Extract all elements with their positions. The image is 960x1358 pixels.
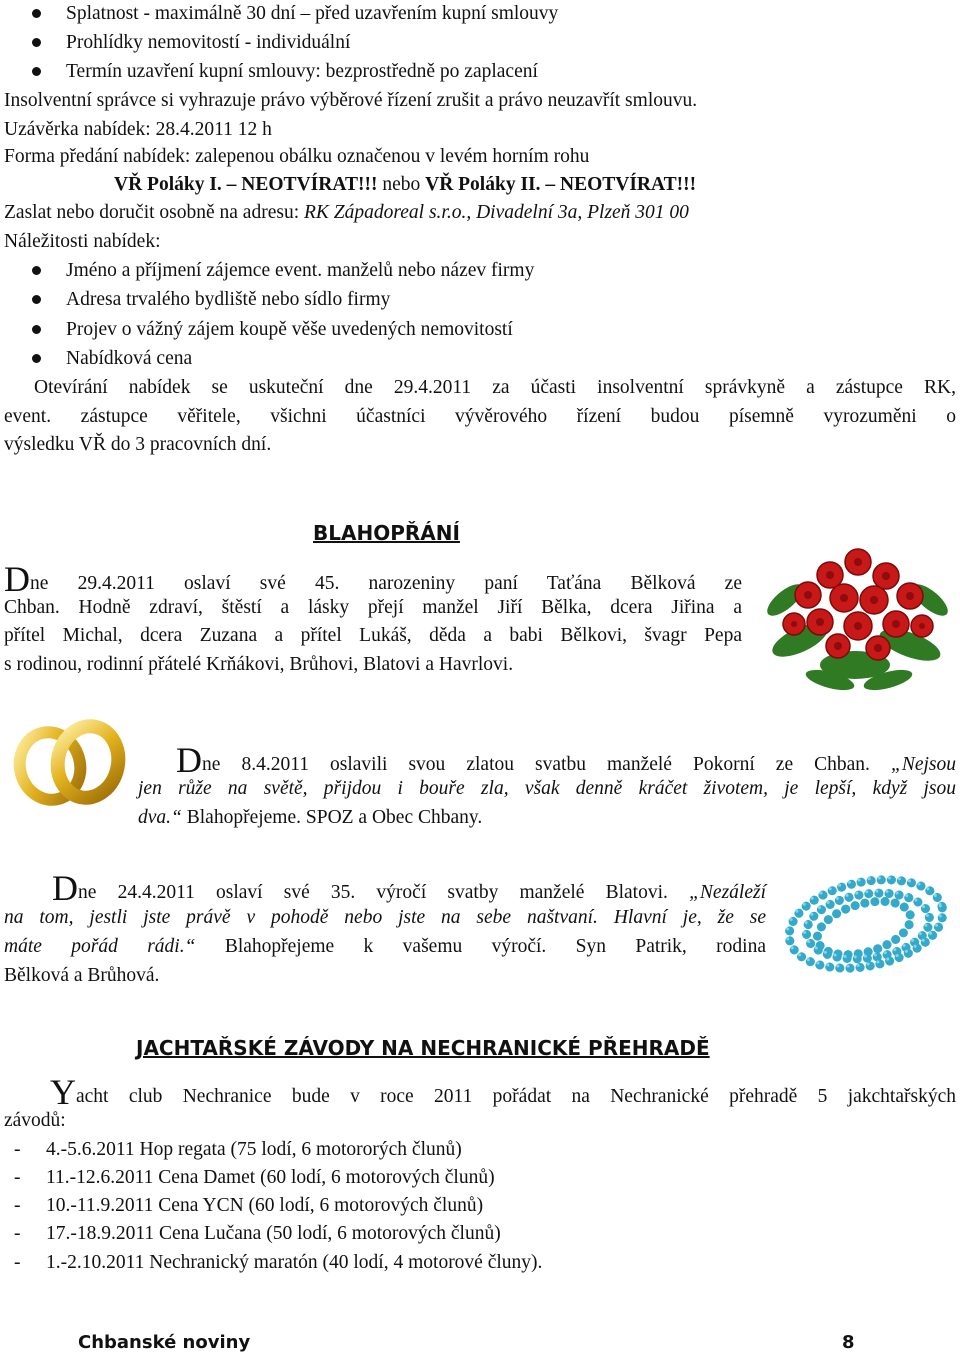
congrats-2-line-1: Dne 8.4.2011 oslavili svou zlatou svatbu manželé Pokorní ze Chban. „Nejsou [176, 740, 956, 780]
requirement-item: Jméno a příjmení zájemce event. manželů nebo název firmy [66, 260, 535, 281]
congrats-2-line-2: jen růže na světě, přijdou i bouře zla, však denně kráčet životem, je lepší, když jsou [138, 778, 956, 799]
requirement-item: Projev o vážný zájem koupě věše uvedených nemovitostí [66, 319, 513, 340]
opening-line-1: Otevírání nabídek se uskuteční dne 29.4.2011 za účasti insolventní správkyně a zástupce RK, [34, 377, 956, 398]
bullet-dot [32, 38, 41, 47]
regatta-intro-line-2: závodů: [4, 1110, 66, 1131]
list-dash: - [14, 1139, 21, 1160]
list-dash: - [14, 1167, 21, 1188]
deadline: Uzávěrka nabídek: 28.4.2011 12 h [4, 119, 272, 140]
regatta-intro-line-1: Yacht club Nechranice bude v roce 2011 pořádat na Nechranické přehradě 5 jakchtařských [50, 1072, 956, 1112]
congrats-3-line-3: máte pořád rádi.“ Blahopřejeme k vašemu výročí. Syn Patrik, rodina [4, 936, 766, 957]
congrats-1-line-1: Dne 29.4.2011 oslaví své 45. narozeniny paní Taťána Bělková ze [4, 559, 742, 599]
congrats-3-line-2: na tom, jestli jste právě v pohodě nebo jste na sebe naštvaní. Hlavní je, že se [4, 907, 766, 928]
page-number: 8 [842, 1332, 855, 1353]
requirements-title: Náležitosti nabídek: [4, 231, 161, 252]
footer-title: Chbanské noviny [78, 1332, 251, 1353]
address-prefix: Zaslat nebo doručit osobně na adresu: [4, 202, 304, 223]
race-item: 4.-5.6.2011 Hop regata (75 lodí, 6 motororých člunů) [46, 1139, 462, 1160]
drop-cap: D [4, 559, 30, 599]
drop-cap: Y [50, 1072, 76, 1112]
opening-line-3: výsledku VŘ do 3 pracovních dní. [4, 434, 272, 455]
regatta-heading: JACHTAŘSKÉ ZÁVODY NA NECHRANICKÉ PŘEHRADĚ [136, 1036, 710, 1060]
roses-bouquet-image [760, 540, 956, 695]
envelope-label-1: VŘ Poláky I. – NEOTVÍRAT!!! [114, 174, 378, 195]
drop-cap: D [52, 868, 78, 908]
bullet-dot [32, 266, 41, 275]
delivery-form: Forma předání nabídek: zalepenou obálku označenou v levém horním rohu [4, 146, 590, 167]
envelope-label [114, 171, 696, 200]
insolvency-note: Insolventní správce si vyhrazuje právo výběrové řízení zrušit a právo neuzavřít smlouvu. [4, 90, 698, 111]
bullet-dot [32, 9, 41, 18]
race-item: 10.-11.9.2011 Cena YCN (60 lodí, 6 motorových člunů) [46, 1195, 484, 1216]
list-dash: - [14, 1252, 21, 1273]
envelope-label-2: VŘ Poláky II. – NEOTVÍRAT!!! [425, 174, 697, 195]
race-item: 11.-12.6.2011 Cena Damet (60 lodí, 6 motorových člunů) [46, 1167, 495, 1188]
envelope-label-or: nebo [377, 174, 426, 195]
congrats-3-line-1: Dne 24.4.2011 oslaví své 35. výročí svatby manželé Blatovi. „Nezáleží [52, 868, 766, 908]
pearl-necklace-image [776, 862, 956, 992]
congrats-1-line-4: s rodinou, rodinní přátelé Krňákovi, Brůhovi, Blatovi a Havrlovi. [4, 654, 514, 675]
list-dash: - [14, 1223, 21, 1244]
bullet-text: Prohlídky nemovitostí - individuální [66, 32, 351, 53]
race-item: 17.-18.9.2011 Cena Lučana (50 lodí, 6 motorových člunů) [46, 1223, 501, 1244]
bullet-dot [32, 325, 41, 334]
congrats-1-line-3: přítel Michal, dcera Zuzana a přítel Lukáš, děda a babi Bělkovi, švagr Pepa [4, 625, 742, 646]
requirement-item: Adresa trvalého bydliště nebo sídlo firmy [66, 289, 391, 310]
bullet-dot [32, 354, 41, 363]
list-dash: - [14, 1195, 21, 1216]
race-item: 1.-2.10.2011 Nechranický maratón (40 lodí, 4 motorové čluny). [46, 1252, 543, 1273]
bullet-text: Splatnost - maximálně 30 dní – před uzavřením kupní smlouvy [66, 3, 559, 24]
opening-line-2: event. zástupce věřitele, všichni účastníci vývěrového řízení budou písemně vyrozuměni o [4, 406, 956, 427]
bullet-text: Termín uzavření kupní smlouvy: bezprostředně po zaplacení [66, 61, 538, 82]
address-line [4, 199, 689, 228]
drop-cap: D [176, 740, 202, 780]
congrats-heading: BLAHOPŘÁNÍ [313, 521, 460, 545]
congrats-2-line-3: dva.“ Blahopřejeme. SPOZ a Obec Chbany. [138, 807, 483, 828]
congrats-1-line-2: Chban. Hodně zdraví, štěstí a lásky přejí manžel Jiří Bělka, dcera Jiřina a [4, 597, 742, 618]
bullet-dot [32, 67, 41, 76]
address: RK Západoreal s.r.o., Divadelní 3a, Plzeň 301 00 [304, 202, 689, 223]
bullet-dot [32, 295, 41, 304]
wedding-rings-image [8, 708, 130, 810]
congrats-3-line-4: Bělková a Brůhová. [4, 965, 160, 986]
requirement-item: Nabídková cena [66, 348, 193, 369]
